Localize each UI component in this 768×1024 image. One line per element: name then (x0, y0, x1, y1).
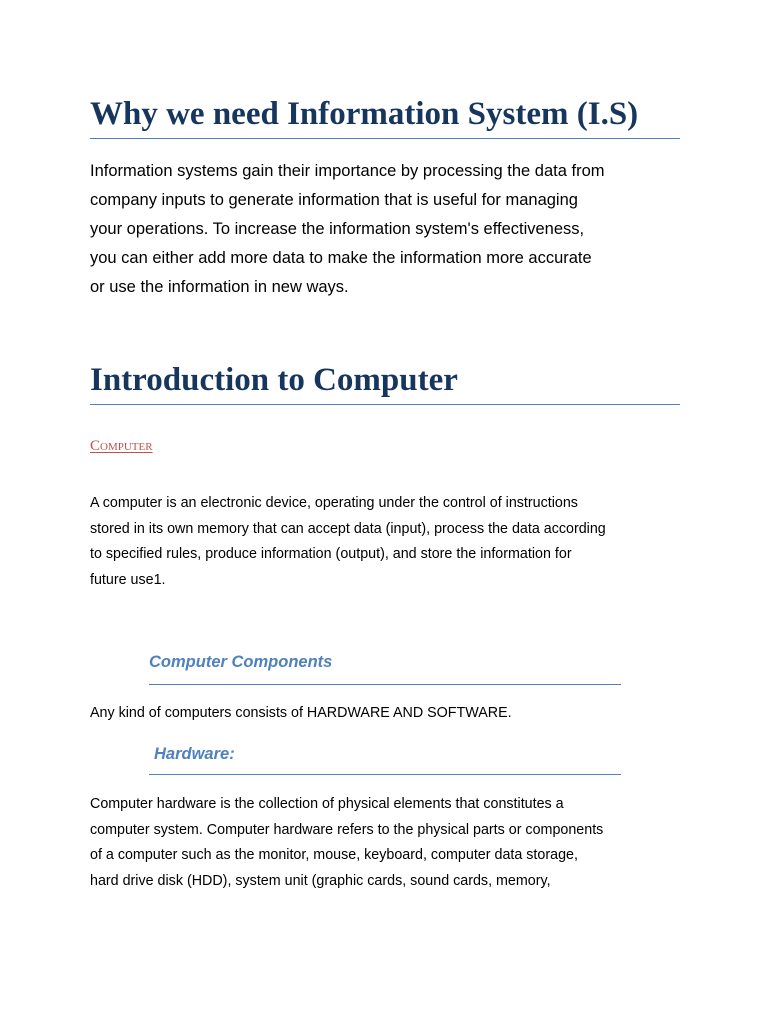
paragraph-line: A computer is an electronic device, operating under the control of instructions (90, 495, 578, 511)
heading-underline (149, 684, 621, 685)
paragraph-line: Any kind of computers consists of HARDWARE AND SOFTWARE. (90, 705, 512, 721)
heading-underline (90, 138, 680, 139)
heading-underline (90, 404, 680, 405)
heading-why-information-system: Why we need Information System (I.S) (90, 96, 639, 132)
paragraph-line: hard drive disk (HDD), system unit (graphic cards, sound cards, memory, (90, 872, 551, 889)
paragraph-line: future use1. (90, 571, 166, 588)
paragraph-line: stored in its own memory that can accept data (input), process the data according (90, 520, 606, 537)
heading-introduction-to-computer: Introduction to Computer (90, 362, 458, 398)
paragraph-line: computer system. Computer hardware refers to the physical parts or components (90, 821, 604, 838)
heading-computer-components: Computer Components (149, 653, 333, 671)
paragraph-line: of a computer such as the monitor, mouse, keyboard, computer data storage, (90, 847, 578, 863)
paragraph-computer-definition (90, 491, 690, 593)
paragraph-line: company inputs to generate information that is useful for managing (90, 191, 578, 209)
heading-underline (149, 774, 621, 775)
paragraph-line: Information systems gain their importance by processing the data from (90, 162, 605, 180)
subheading-computer: Computer (90, 438, 153, 454)
heading-hardware: Hardware: (154, 745, 235, 763)
paragraph-line: you can either add more data to make the information more accurate (90, 249, 592, 267)
paragraph-why-information-system (90, 157, 690, 302)
paragraph-line: Computer hardware is the collection of physical elements that constitutes a (90, 796, 564, 812)
paragraph-components (90, 701, 690, 727)
paragraph-line: to specified rules, produce information (output), and store the information for (90, 546, 572, 562)
paragraph-hardware (90, 792, 690, 894)
paragraph-line: or use the information in new ways. (90, 278, 349, 296)
paragraph-line: your operations. To increase the information system's effectiveness, (90, 220, 585, 238)
